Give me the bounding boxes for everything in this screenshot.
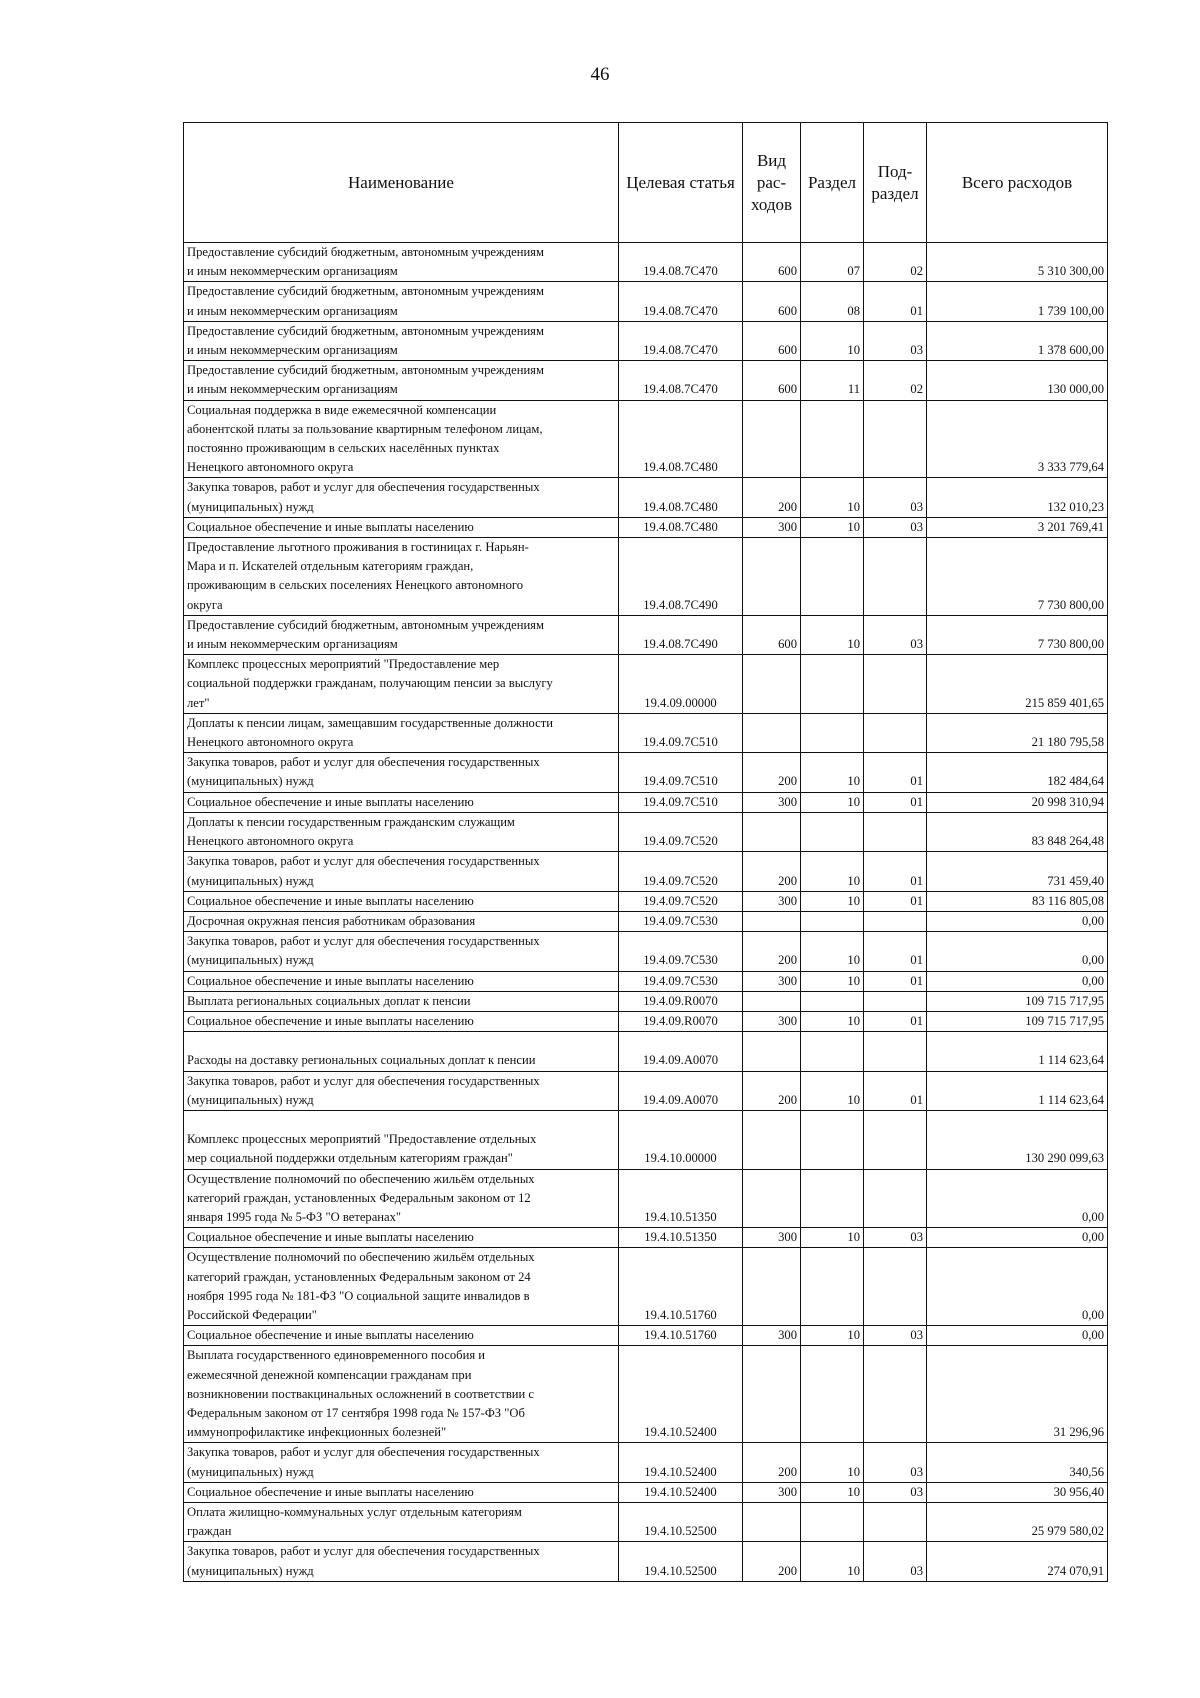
row-total: 20 998 310,94 — [927, 792, 1108, 812]
row-name: Предоставление льготного проживания в гостиницах г. Нарьян- Мара и п. Искателей отдельным категориям граждан, проживающим в сельских поселениях Ненецкого автономного округа — [184, 538, 619, 616]
row-type: 200 — [743, 753, 801, 792]
row-name: Закупка товаров, работ и услуг для обеспечения государственных (муниципальных) нужд — [184, 1071, 619, 1110]
table-row — [184, 911, 1108, 931]
row-name: Досрочная окружная пенсия работникам образования — [184, 911, 619, 931]
table-row — [184, 1169, 1108, 1228]
row-type: 200 — [743, 478, 801, 517]
row-section — [801, 1346, 864, 1443]
table-row — [184, 891, 1108, 911]
row-section: 11 — [801, 361, 864, 400]
row-type: 300 — [743, 1011, 801, 1031]
row-type: 600 — [743, 321, 801, 360]
row-section: 10 — [801, 971, 864, 991]
row-subsection: 03 — [864, 321, 927, 360]
row-subsection — [864, 1503, 927, 1542]
row-target: 19.4.09.R0070 — [619, 1011, 743, 1031]
row-name: Закупка товаров, работ и услуг для обеспечения государственных (муниципальных) нужд — [184, 1443, 619, 1482]
row-type — [743, 1248, 801, 1326]
row-section: 10 — [801, 517, 864, 537]
row-total: 21 180 795,58 — [927, 713, 1108, 752]
row-subsection: 03 — [864, 1482, 927, 1502]
row-subsection — [864, 1346, 927, 1443]
row-subsection: 03 — [864, 1542, 927, 1581]
table-row — [184, 1542, 1108, 1581]
row-type — [743, 400, 801, 478]
table-row — [184, 1228, 1108, 1248]
row-type — [743, 713, 801, 752]
row-section: 10 — [801, 1011, 864, 1031]
row-name: Доплаты к пенсии лицам, замещавшим государственные должности Ненецкого автономного округа — [184, 713, 619, 752]
row-section — [801, 400, 864, 478]
row-type: 300 — [743, 891, 801, 911]
row-section: 10 — [801, 852, 864, 891]
row-subsection: 01 — [864, 1011, 927, 1031]
row-subsection: 03 — [864, 615, 927, 654]
row-total: 25 979 580,02 — [927, 1503, 1108, 1542]
row-total: 0,00 — [927, 1248, 1108, 1326]
table-header-row — [184, 123, 1108, 243]
row-subsection — [864, 1169, 927, 1228]
row-type: 600 — [743, 282, 801, 321]
row-name: Закупка товаров, работ и услуг для обеспечения государственных (муниципальных) нужд — [184, 852, 619, 891]
row-name: Комплекс процессных мероприятий "Предоставление отдельных мер социальной поддержки отдельным категориям граждан" — [184, 1110, 619, 1169]
row-type — [743, 1346, 801, 1443]
row-name: Предоставление субсидий бюджетным, автономным учреждениям и иным некоммерческим организациям — [184, 321, 619, 360]
row-target: 19.4.09.7С520 — [619, 812, 743, 851]
row-name: Доплаты к пенсии государственным гражданским служащим Ненецкого автономного округа — [184, 812, 619, 851]
row-type: 600 — [743, 615, 801, 654]
row-target: 19.4.09.7С510 — [619, 792, 743, 812]
row-target: 19.4.09.7С510 — [619, 713, 743, 752]
row-subsection: 03 — [864, 1443, 927, 1482]
row-type: 600 — [743, 361, 801, 400]
row-total: 0,00 — [927, 1326, 1108, 1346]
row-subsection — [864, 911, 927, 931]
row-type: 300 — [743, 1326, 801, 1346]
row-type — [743, 911, 801, 931]
row-target: 19.4.10.52400 — [619, 1443, 743, 1482]
row-target: 19.4.09.7С530 — [619, 911, 743, 931]
row-total: 83 848 264,48 — [927, 812, 1108, 851]
row-subsection: 01 — [864, 891, 927, 911]
table-row — [184, 1011, 1108, 1031]
row-target: 19.4.10.51760 — [619, 1326, 743, 1346]
row-subsection: 03 — [864, 1326, 927, 1346]
row-total: 109 715 717,95 — [927, 1011, 1108, 1031]
table-row — [184, 282, 1108, 321]
row-target: 19.4.08.7С480 — [619, 517, 743, 537]
row-name: Закупка товаров, работ и услуг для обеспечения государственных (муниципальных) нужд — [184, 932, 619, 971]
row-total: 340,56 — [927, 1443, 1108, 1482]
row-subsection: 03 — [864, 517, 927, 537]
row-name: Закупка товаров, работ и услуг для обеспечения государственных (муниципальных) нужд — [184, 1542, 619, 1581]
table-row — [184, 400, 1108, 478]
row-total: 0,00 — [927, 1169, 1108, 1228]
row-section: 08 — [801, 282, 864, 321]
row-subsection — [864, 812, 927, 851]
row-target: 19.4.08.7С470 — [619, 361, 743, 400]
row-section: 10 — [801, 1443, 864, 1482]
row-total: 3 201 769,41 — [927, 517, 1108, 537]
row-section: 10 — [801, 753, 864, 792]
row-target: 19.4.08.7С490 — [619, 615, 743, 654]
row-type — [743, 1110, 801, 1169]
row-target: 19.4.09.А0070 — [619, 1071, 743, 1110]
row-name: Осуществление полномочий по обеспечению жильём отдельных категорий граждан, установленных Федеральным законом от 24 ноября 1995 года № 181-ФЗ "О социальной защите инвалидов в Российской Федерации" — [184, 1248, 619, 1326]
table-row — [184, 321, 1108, 360]
row-section — [801, 991, 864, 1011]
row-type — [743, 991, 801, 1011]
row-section: 10 — [801, 932, 864, 971]
row-subsection: 01 — [864, 932, 927, 971]
row-target: 19.4.10.51760 — [619, 1248, 743, 1326]
row-target: 19.4.10.00000 — [619, 1110, 743, 1169]
row-name: Социальное обеспечение и иные выплаты населению — [184, 517, 619, 537]
table-row — [184, 478, 1108, 517]
row-type: 300 — [743, 517, 801, 537]
row-section: 07 — [801, 243, 864, 282]
row-name: Социальное обеспечение и иные выплаты населению — [184, 891, 619, 911]
page-number: 46 — [590, 64, 610, 85]
row-type — [743, 1032, 801, 1071]
row-total: 3 333 779,64 — [927, 400, 1108, 478]
table-row — [184, 1443, 1108, 1482]
table-row — [184, 753, 1108, 792]
table-row — [184, 932, 1108, 971]
table-row — [184, 971, 1108, 991]
row-subsection — [864, 655, 927, 714]
row-target: 19.4.09.7С520 — [619, 891, 743, 911]
row-name: Социальное обеспечение и иные выплаты населению — [184, 1228, 619, 1248]
row-type: 300 — [743, 1228, 801, 1248]
row-name: Закупка товаров, работ и услуг для обеспечения государственных (муниципальных) нужд — [184, 478, 619, 517]
row-target: 19.4.08.7С490 — [619, 538, 743, 616]
table-row — [184, 991, 1108, 1011]
row-target: 19.4.09.00000 — [619, 655, 743, 714]
row-type — [743, 655, 801, 714]
row-total: 130 290 099,63 — [927, 1110, 1108, 1169]
header-total: Всего расходов — [927, 123, 1108, 243]
header-subsection: Под- раздел — [864, 123, 927, 243]
table-row — [184, 538, 1108, 616]
row-subsection — [864, 400, 927, 478]
row-section — [801, 812, 864, 851]
row-section: 10 — [801, 1542, 864, 1581]
row-total: 0,00 — [927, 1228, 1108, 1248]
row-total: 31 296,96 — [927, 1346, 1108, 1443]
row-section — [801, 538, 864, 616]
row-subsection — [864, 1110, 927, 1169]
row-subsection: 03 — [864, 478, 927, 517]
table-row — [184, 713, 1108, 752]
row-total: 182 484,64 — [927, 753, 1108, 792]
row-total: 1 739 100,00 — [927, 282, 1108, 321]
row-section — [801, 911, 864, 931]
header-target: Целевая статья — [619, 123, 743, 243]
table-body — [184, 243, 1108, 1582]
row-target: 19.4.08.7С480 — [619, 400, 743, 478]
row-subsection — [864, 713, 927, 752]
row-subsection — [864, 1032, 927, 1071]
table-row — [184, 1503, 1108, 1542]
row-total: 30 956,40 — [927, 1482, 1108, 1502]
row-name: Социальное обеспечение и иные выплаты населению — [184, 792, 619, 812]
row-subsection: 01 — [864, 1071, 927, 1110]
header-name: Наименование — [184, 123, 619, 243]
row-total: 1 114 623,64 — [927, 1071, 1108, 1110]
row-type: 300 — [743, 792, 801, 812]
row-section: 10 — [801, 321, 864, 360]
row-section: 10 — [801, 891, 864, 911]
row-section: 10 — [801, 1326, 864, 1346]
table-row — [184, 517, 1108, 537]
row-name: Осуществление полномочий по обеспечению жильём отдельных категорий граждан, установленных Федеральным законом от 12 января 1995 года № 5-ФЗ "О ветеранах" — [184, 1169, 619, 1228]
row-total: 5 310 300,00 — [927, 243, 1108, 282]
row-type — [743, 1169, 801, 1228]
row-type: 300 — [743, 971, 801, 991]
row-target: 19.4.08.7С470 — [619, 282, 743, 321]
row-subsection: 01 — [864, 282, 927, 321]
row-total: 109 715 717,95 — [927, 991, 1108, 1011]
table-row — [184, 1032, 1108, 1071]
table-row — [184, 243, 1108, 282]
row-type: 200 — [743, 1443, 801, 1482]
row-type — [743, 1503, 801, 1542]
row-target: 19.4.10.52500 — [619, 1503, 743, 1542]
row-target: 19.4.08.7С470 — [619, 243, 743, 282]
table-row — [184, 1482, 1108, 1502]
row-name: Выплата региональных социальных доплат к пенсии — [184, 991, 619, 1011]
row-total: 7 730 800,00 — [927, 538, 1108, 616]
row-type: 200 — [743, 1542, 801, 1581]
row-section: 10 — [801, 478, 864, 517]
row-name: Оплата жилищно-коммунальных услуг отдельным категориям граждан — [184, 1503, 619, 1542]
row-type: 600 — [743, 243, 801, 282]
row-name: Предоставление субсидий бюджетным, автономным учреждениям и иным некоммерческим организациям — [184, 243, 619, 282]
row-target: 19.4.09.R0070 — [619, 991, 743, 1011]
table-row — [184, 1110, 1108, 1169]
row-section: 10 — [801, 792, 864, 812]
row-total: 274 070,91 — [927, 1542, 1108, 1581]
table-row — [184, 361, 1108, 400]
header-section: Раздел — [801, 123, 864, 243]
row-target: 19.4.10.51350 — [619, 1228, 743, 1248]
row-section — [801, 1503, 864, 1542]
row-name: Предоставление субсидий бюджетным, автономным учреждениям и иным некоммерческим организациям — [184, 615, 619, 654]
row-subsection — [864, 991, 927, 1011]
table-row — [184, 1248, 1108, 1326]
table-row — [184, 615, 1108, 654]
row-subsection: 01 — [864, 971, 927, 991]
table-row — [184, 1346, 1108, 1443]
row-total: 7 730 800,00 — [927, 615, 1108, 654]
row-total: 1 114 623,64 — [927, 1032, 1108, 1071]
row-section — [801, 1032, 864, 1071]
row-section: 10 — [801, 1482, 864, 1502]
table-row — [184, 655, 1108, 714]
row-target: 19.4.10.51350 — [619, 1169, 743, 1228]
row-section — [801, 1110, 864, 1169]
row-target: 19.4.10.52400 — [619, 1482, 743, 1502]
row-name: Предоставление субсидий бюджетным, автономным учреждениям и иным некоммерческим организациям — [184, 361, 619, 400]
row-total: 130 000,00 — [927, 361, 1108, 400]
row-section — [801, 713, 864, 752]
row-subsection: 01 — [864, 792, 927, 812]
row-target: 19.4.09.А0070 — [619, 1032, 743, 1071]
row-subsection — [864, 538, 927, 616]
row-name: Социальная поддержка в виде ежемесячной компенсации абонентской платы за пользование квартирным телефоном лицам, постоянно проживающим в сельских населённых пунктах Ненецкого автономного округа — [184, 400, 619, 478]
row-section — [801, 1169, 864, 1228]
row-type: 300 — [743, 1482, 801, 1502]
row-target: 19.4.08.7С470 — [619, 321, 743, 360]
row-subsection: 02 — [864, 243, 927, 282]
row-subsection — [864, 1248, 927, 1326]
row-type: 200 — [743, 932, 801, 971]
budget-table — [183, 122, 1108, 1582]
row-name: Расходы на доставку региональных социальных доплат к пенсии — [184, 1032, 619, 1071]
row-subsection: 01 — [864, 852, 927, 891]
row-name: Выплата государственного единовременного пособия и ежемесячной денежной компенсации гражданам при возникновении поствакцинальных осложнений в соответствии с Федеральным законом от 17 сентября 1998 года № 157-ФЗ "Об иммунопрофилактике инфекционных болезней" — [184, 1346, 619, 1443]
row-total: 132 010,23 — [927, 478, 1108, 517]
row-target: 19.4.08.7С480 — [619, 478, 743, 517]
table-row — [184, 852, 1108, 891]
row-total: 0,00 — [927, 911, 1108, 931]
row-name: Предоставление субсидий бюджетным, автономным учреждениям и иным некоммерческим организациям — [184, 282, 619, 321]
row-type: 200 — [743, 852, 801, 891]
row-subsection: 01 — [864, 753, 927, 792]
row-subsection: 03 — [864, 1228, 927, 1248]
row-section — [801, 655, 864, 714]
row-total: 0,00 — [927, 932, 1108, 971]
row-total: 0,00 — [927, 971, 1108, 991]
row-name: Социальное обеспечение и иные выплаты населению — [184, 1326, 619, 1346]
row-section: 10 — [801, 1228, 864, 1248]
row-total: 215 859 401,65 — [927, 655, 1108, 714]
row-subsection: 02 — [864, 361, 927, 400]
row-target: 19.4.09.7С530 — [619, 932, 743, 971]
table-row — [184, 792, 1108, 812]
table-row — [184, 812, 1108, 851]
row-target: 19.4.10.52500 — [619, 1542, 743, 1581]
row-total: 83 116 805,08 — [927, 891, 1108, 911]
row-section — [801, 1248, 864, 1326]
row-name: Социальное обеспечение и иные выплаты населению — [184, 971, 619, 991]
table-row — [184, 1071, 1108, 1110]
row-target: 19.4.09.7С520 — [619, 852, 743, 891]
row-type: 200 — [743, 1071, 801, 1110]
row-type — [743, 812, 801, 851]
row-name: Комплекс процессных мероприятий "Предоставление мер социальной поддержки гражданам, получающим пенсии за выслугу лет" — [184, 655, 619, 714]
header-type: Вид рас- ходов — [743, 123, 801, 243]
row-name: Социальное обеспечение и иные выплаты населению — [184, 1011, 619, 1031]
row-name: Закупка товаров, работ и услуг для обеспечения государственных (муниципальных) нужд — [184, 753, 619, 792]
row-target: 19.4.09.7С530 — [619, 971, 743, 991]
row-type — [743, 538, 801, 616]
row-section: 10 — [801, 1071, 864, 1110]
table-row — [184, 1326, 1108, 1346]
row-target: 19.4.09.7С510 — [619, 753, 743, 792]
row-target: 19.4.10.52400 — [619, 1346, 743, 1443]
row-total: 1 378 600,00 — [927, 321, 1108, 360]
row-section: 10 — [801, 615, 864, 654]
row-total: 731 459,40 — [927, 852, 1108, 891]
row-name: Социальное обеспечение и иные выплаты населению — [184, 1482, 619, 1502]
